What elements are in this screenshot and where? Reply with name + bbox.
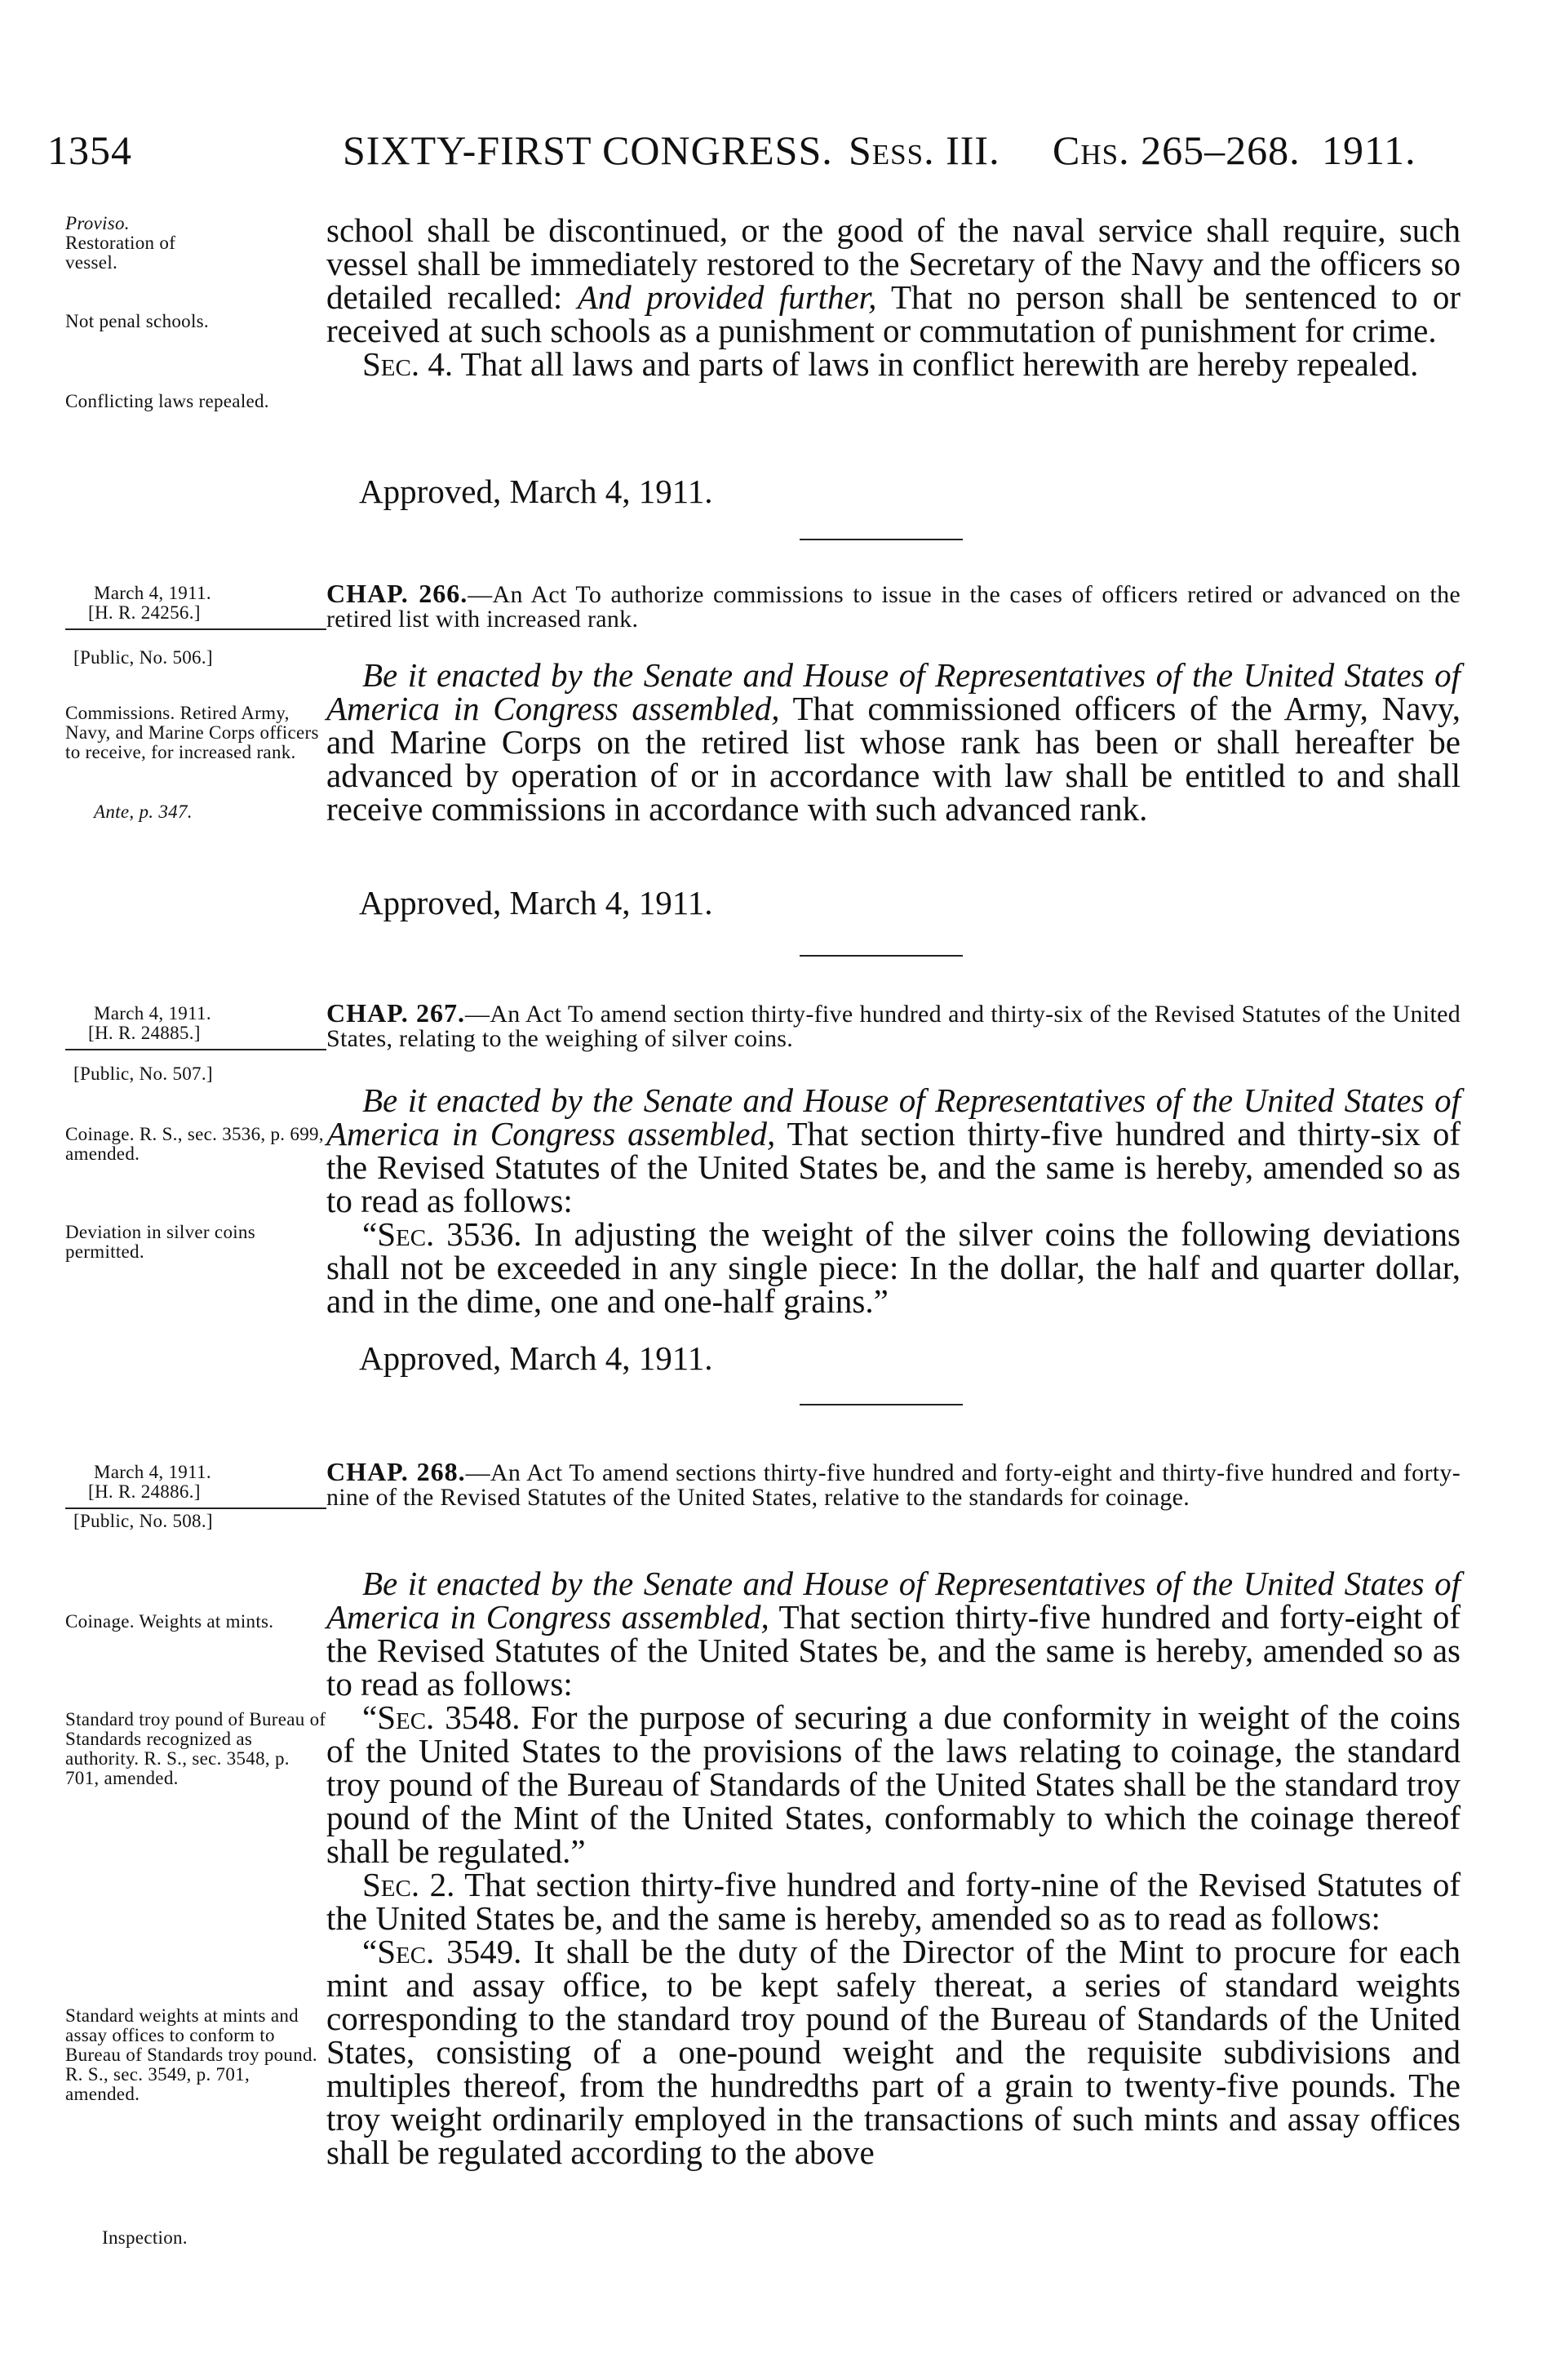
header-year: 1911. — [1322, 127, 1416, 173]
ch265-text-b: That no person shall be sentenced to or received at such schools as a punishment or commutation of punishment for crime. — [326, 278, 1461, 349]
ch268-coinage-note: Coinage. Weights at mints. — [65, 1611, 274, 1632]
ch268-sec2-text: That section thirty-five hundred and forty-nine of the Revised Statutes of the United States be, and the same is hereby, amended so as to read as follows: — [326, 1866, 1461, 1937]
ch267-approved: Approved, March 4, 1911. — [359, 1339, 713, 1377]
margin-note-conflicting: Conflicting laws repealed. — [65, 391, 269, 411]
section-divider — [800, 955, 963, 957]
congress-title: SIXTY-FIRST CONGRESS. — [343, 127, 833, 173]
ch268-bill: [H. R. 24886.] — [88, 1481, 201, 1502]
ch266-approved: Approved, March 4, 1911. — [359, 884, 713, 921]
ch266-public: [Public, No. 506.] — [73, 647, 213, 668]
ch268-text: That section thirty-five hundred and forty-eight of the Revised Statutes of the United States be, and the same is hereby, amended so as to read as follows: — [326, 1598, 1461, 1703]
ch267-public: [Public, No. 507.] — [73, 1063, 213, 1084]
ch267-text: That section thirty-five hundred and thirty-six of the Revised Statutes of the United States be, and the same is hereby, amended so as to read as follows: — [326, 1115, 1461, 1219]
ch266-subject-note: Commissions. Retired Army, Navy, and Marine Corps officers to receive, for increased rank. — [65, 703, 319, 762]
ch267-date: March 4, 1911. — [94, 1003, 211, 1023]
ch268-date: March 4, 1911. — [94, 1462, 211, 1482]
ch268-public: [Public, No. 508.] — [73, 1511, 213, 1531]
ch267-title: —An Act To amend section thirty-five hundred and thirty-six of the Revised Statutes of the United States, relating to the weighing of silver coins. — [326, 1001, 1461, 1052]
ch268-troy-note: Standard troy pound of Bureau of Standards recognized as authority. R. S., sec. 3548, p. 701, amended. — [65, 1709, 326, 1788]
ch267-deviation-note: Deviation in silver coins permitted. — [65, 1222, 255, 1262]
ch268-weights-note: Standard weights at mints and assay offices to conform to Bureau of Standards troy pound. R. S., sec. 3549, p. 701, amended. — [65, 2005, 317, 2104]
section-divider — [800, 1404, 963, 1405]
ch265-approved: Approved, March 4, 1911. — [359, 473, 713, 510]
margin-note-not-penal: Not penal schools. — [65, 311, 209, 331]
ch268-sec3549-text: It shall be the duty of the Director of the Mint to procure for each mint and assay office, to be kept safely thereat, a series of standard weights corresponding to the standard troy pound of the Bureau of Standards of the United States, consisting of a one-pound weight and the requisite subdivisions and multiples thereof, from the hundredths part of a grain to twenty-five pounds. The troy weight ordinarily employed in the transactions of such mints and assay offices shall be regulated according to the above — [326, 1933, 1461, 2171]
ch265-body — [326, 211, 1461, 383]
ch267-enacting-clause: Be it enacted by the Senate and House of Representatives of the United States of America in Congress assembled, — [326, 1081, 1461, 1152]
ch268-heading — [326, 1459, 1461, 1510]
ch266-text: That commissioned officers of the Army, Navy, and Marine Corps on the retired list whose rank has been or shall hereafter be advanced by operation of or in accordance with law shall be entitled to and shall receive commissions in accordance with such advanced rank. — [326, 690, 1461, 828]
session-label: Sess. III. — [849, 127, 1000, 173]
ch268-note-rule — [65, 1507, 326, 1509]
ch267-bill: [H. R. 24885.] — [88, 1023, 201, 1043]
ch268-title: —An Act To amend sections thirty-five hundred and forty-eight and thirty-five hundred and forty-nine of the Revised Statutes of the United States, relative to the standards for coinage. — [326, 1459, 1461, 1511]
ch266-title: —An Act To authorize commissions to issue in the cases of officers retired or advanced on the retired list with increased rank. — [326, 581, 1461, 633]
page-number: 1354 — [47, 127, 132, 173]
ch267-sec-label: “Sec. 3536. — [362, 1215, 522, 1253]
ch266-date: March 4, 1911. — [94, 583, 211, 603]
ch265-sec4-text: That all laws and parts of laws in conflict herewith are hereby repealed. — [453, 345, 1419, 383]
margin-note-proviso: Proviso. — [65, 213, 130, 233]
ch268-sec2-label: Sec. 2. — [362, 1866, 455, 1903]
ch266-note-rule — [65, 628, 326, 630]
ch268-inspection-note: Inspection. — [102, 2227, 188, 2248]
section-divider — [800, 539, 963, 540]
ch266-heading — [326, 581, 1461, 632]
ch266-chap: CHAP. 266. — [326, 579, 468, 608]
ch266-enacting-clause: Be it enacted by the Senate and House of Representatives of the United States of America in Congress assembled, — [326, 656, 1461, 727]
ch266-ante-note: Ante, p. 347. — [94, 801, 193, 822]
ch265-text-a: school shall be discontinued, or the good of the naval service shall require, such vessel shall be immediately restored to the Secretary of the Navy and the officers so detailed recalled: — [326, 211, 1461, 316]
ch268-body — [326, 1567, 1461, 2169]
ch268-sec3549-label: “Sec. 3549. — [362, 1933, 522, 1970]
ch265-sec4-label: Sec. 4. — [362, 345, 454, 383]
ch267-coinage-note: Coinage. R. S., sec. 3536, p. 699, amended. — [65, 1124, 324, 1164]
chapters-label: Chs. 265–268. — [1053, 127, 1301, 173]
ch268-sec3548-text: For the purpose of securing a due conformity in weight of the coins of the United States to the provisions of the laws relating to coinage, the standard troy pound of the Bureau of Standards of the United States shall be the standard troy pound of the Mint of the United States, conformably to which the coinage thereof shall be regulated.” — [326, 1698, 1461, 1870]
margin-note-restoration: Restoration of vessel. — [65, 233, 176, 273]
ch268-enacting-clause: Be it enacted by the Senate and House of Representatives of the United States of America in Congress assembled, — [326, 1565, 1461, 1636]
ch267-heading — [326, 998, 1461, 1052]
ch265-proviso-italic: And provided further, — [577, 278, 877, 316]
ch268-sec3548-label: “Sec. 3548. — [362, 1698, 521, 1736]
ch266-body — [326, 656, 1461, 828]
ch267-body — [326, 1081, 1461, 1320]
ch267-sec-text: In adjusting the weight of the silver coins the following deviations shall not be exceeded in any single piece: In the dollar, the half and quarter dollar, and in the dime, one and one-half grains.” — [326, 1215, 1461, 1320]
ch267-chap: CHAP. 267. — [326, 998, 466, 1028]
ch266-bill: [H. R. 24256.] — [88, 602, 201, 623]
ch267-note-rule — [65, 1049, 326, 1050]
ch268-chap: CHAP. 268. — [326, 1457, 466, 1486]
